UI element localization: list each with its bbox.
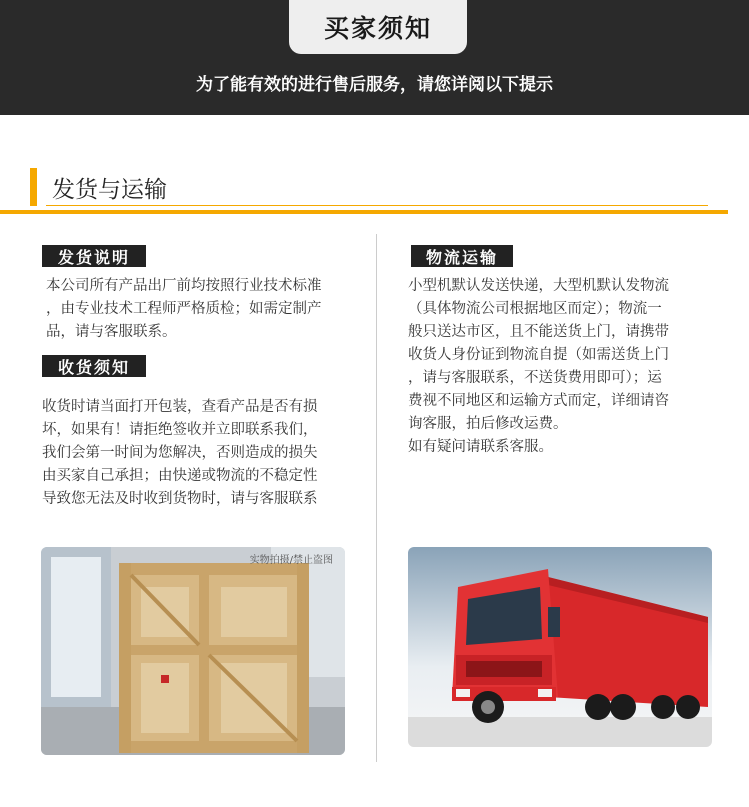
- photo-watermark: 实物拍摄/禁止盗图: [249, 555, 333, 566]
- section-title: 发货与运输: [52, 177, 167, 203]
- header-banner: [0, 0, 749, 115]
- logistics-text: 小型机默认发送快递，大型机默认发物流 （具体物流公司根据地区而定）；物流一 般只送达市区，且不能送货上门，请携带 收货人身份证到物流自提（如需送货上门 ，请与客服联系，不送货费用即可）；运 费视不同地区和运输方式而定，详细请咨 询客服，拍后修改运费。 如有疑问请联系客服。: [408, 278, 669, 455]
- section-underline: [46, 205, 708, 206]
- crate-photo: [41, 547, 345, 755]
- section-divider: [0, 210, 728, 214]
- shipping-label: 发货说明: [42, 245, 146, 267]
- receiving-label: 收货须知: [42, 355, 146, 377]
- section-accent-bar: [30, 168, 37, 206]
- crate-illustration: [41, 547, 345, 755]
- truck-illustration: [408, 547, 712, 747]
- shipping-text: 本公司所有产品出厂前均按照行业技术标准 ，由专业技术工程师严格质检；如需定制产 品，请与客服联系。: [46, 278, 322, 340]
- header-title: 买家须知: [289, 0, 467, 54]
- truck-photo: [408, 547, 712, 747]
- column-divider: [376, 234, 377, 762]
- receiving-text: 收货时请当面打开包装，查看产品是否有损 坏，如果有！请拒绝签收并立即联系我们， 我们会第一时间为您解决，否则造成的损失 由买家自己承担；由快递或物流的不稳定性 导致您无法及时收到货物时，请与客服联系: [42, 399, 318, 507]
- logistics-label: 物流运输: [411, 245, 513, 267]
- header-subtitle: 为了能有效的进行售后服务，请您详阅以下提示: [196, 75, 553, 95]
